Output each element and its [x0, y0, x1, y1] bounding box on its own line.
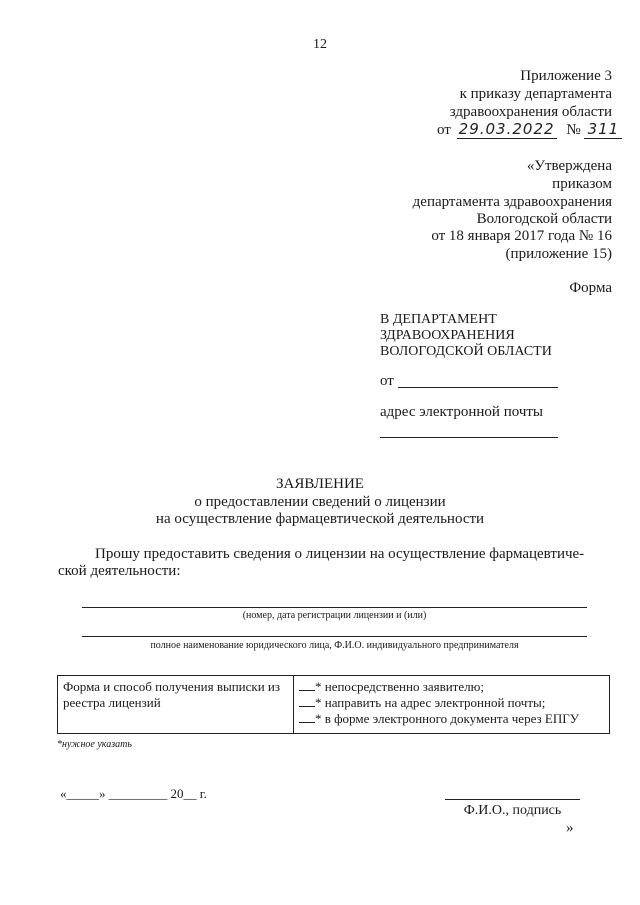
- option-email[interactable]: * направить на адрес электронной почты;: [299, 695, 604, 711]
- appendix-line3: здравоохранения области: [449, 104, 612, 120]
- appendix-line2: к приказу департамента: [459, 86, 612, 102]
- title-sub1: о предоставлении сведений о лицензии: [194, 494, 446, 510]
- delivery-method-label: Форма и способ получения выписки из реестра лицензий: [58, 676, 294, 734]
- addressee-line1: В ДЕПАРТАМЕНТ: [380, 312, 497, 327]
- body-text-line2: ской деятельности:: [58, 563, 181, 579]
- approved-line6: (приложение 15): [505, 246, 612, 262]
- approved-line4: Вологодской области: [476, 211, 612, 227]
- number-prefix: №: [566, 122, 581, 138]
- addressee-email-line: [380, 437, 558, 438]
- from-prefix: от: [437, 122, 451, 138]
- option-blank: [299, 679, 315, 691]
- addressee-line3: ВОЛОГОДСКОЙ ОБЛАСТИ: [380, 344, 552, 359]
- signature-line: [445, 799, 580, 800]
- signature-label: Ф.И.О., подпись: [463, 803, 562, 818]
- approved-line1: «Утверждена: [526, 158, 612, 174]
- option-blank: [299, 695, 315, 707]
- body-text-line1: Прошу предоставить сведения о лицензии на осуществление фармацевтиче-: [95, 546, 585, 562]
- delivery-options-cell: [294, 676, 610, 734]
- appendix-date-line: [437, 120, 620, 139]
- addressee-line2: ЗДРАВООХРАНЕНИЯ: [380, 328, 515, 343]
- addressee-email-label: адрес электронной почты: [380, 404, 544, 420]
- approved-line3: департамента здравоохранения: [412, 194, 612, 210]
- caption-entity-name: полное наименование юридического лица, Ф.И.О. индивидуального предпринимателя: [150, 640, 519, 651]
- option-direct[interactable]: * непосредственно заявителю;: [299, 679, 604, 695]
- caption-license-number: (номер, дата регистрации лицензии и (или): [242, 610, 427, 621]
- page-number: 12: [313, 37, 327, 52]
- option-blank: [299, 711, 315, 723]
- option-epgu[interactable]: * в форме электронного документа через ЕПГУ: [299, 711, 604, 727]
- handwritten-date: 29.03.2022: [457, 121, 557, 139]
- appendix-line1: Приложение 3: [520, 68, 612, 84]
- date-line: «_____» _________ 20__ г.: [60, 786, 207, 801]
- delivery-method-table: [57, 675, 610, 734]
- license-number-line: [82, 607, 587, 608]
- approved-line5: от 18 января 2017 года № 16: [431, 228, 612, 244]
- entity-name-line: [82, 636, 587, 637]
- closing-quote: »: [566, 820, 574, 836]
- document-title: ЗАЯВЛЕНИЕ: [276, 476, 364, 492]
- title-sub2: на осуществление фармацевтической деятельности: [155, 511, 485, 527]
- footnote: *нужное указать: [57, 739, 132, 750]
- addressee-from-line: [398, 387, 558, 388]
- approved-line2: приказом: [552, 176, 612, 192]
- form-label: Форма: [569, 280, 612, 296]
- handwritten-number: 311: [584, 121, 622, 139]
- addressee-from-label: от: [380, 373, 394, 389]
